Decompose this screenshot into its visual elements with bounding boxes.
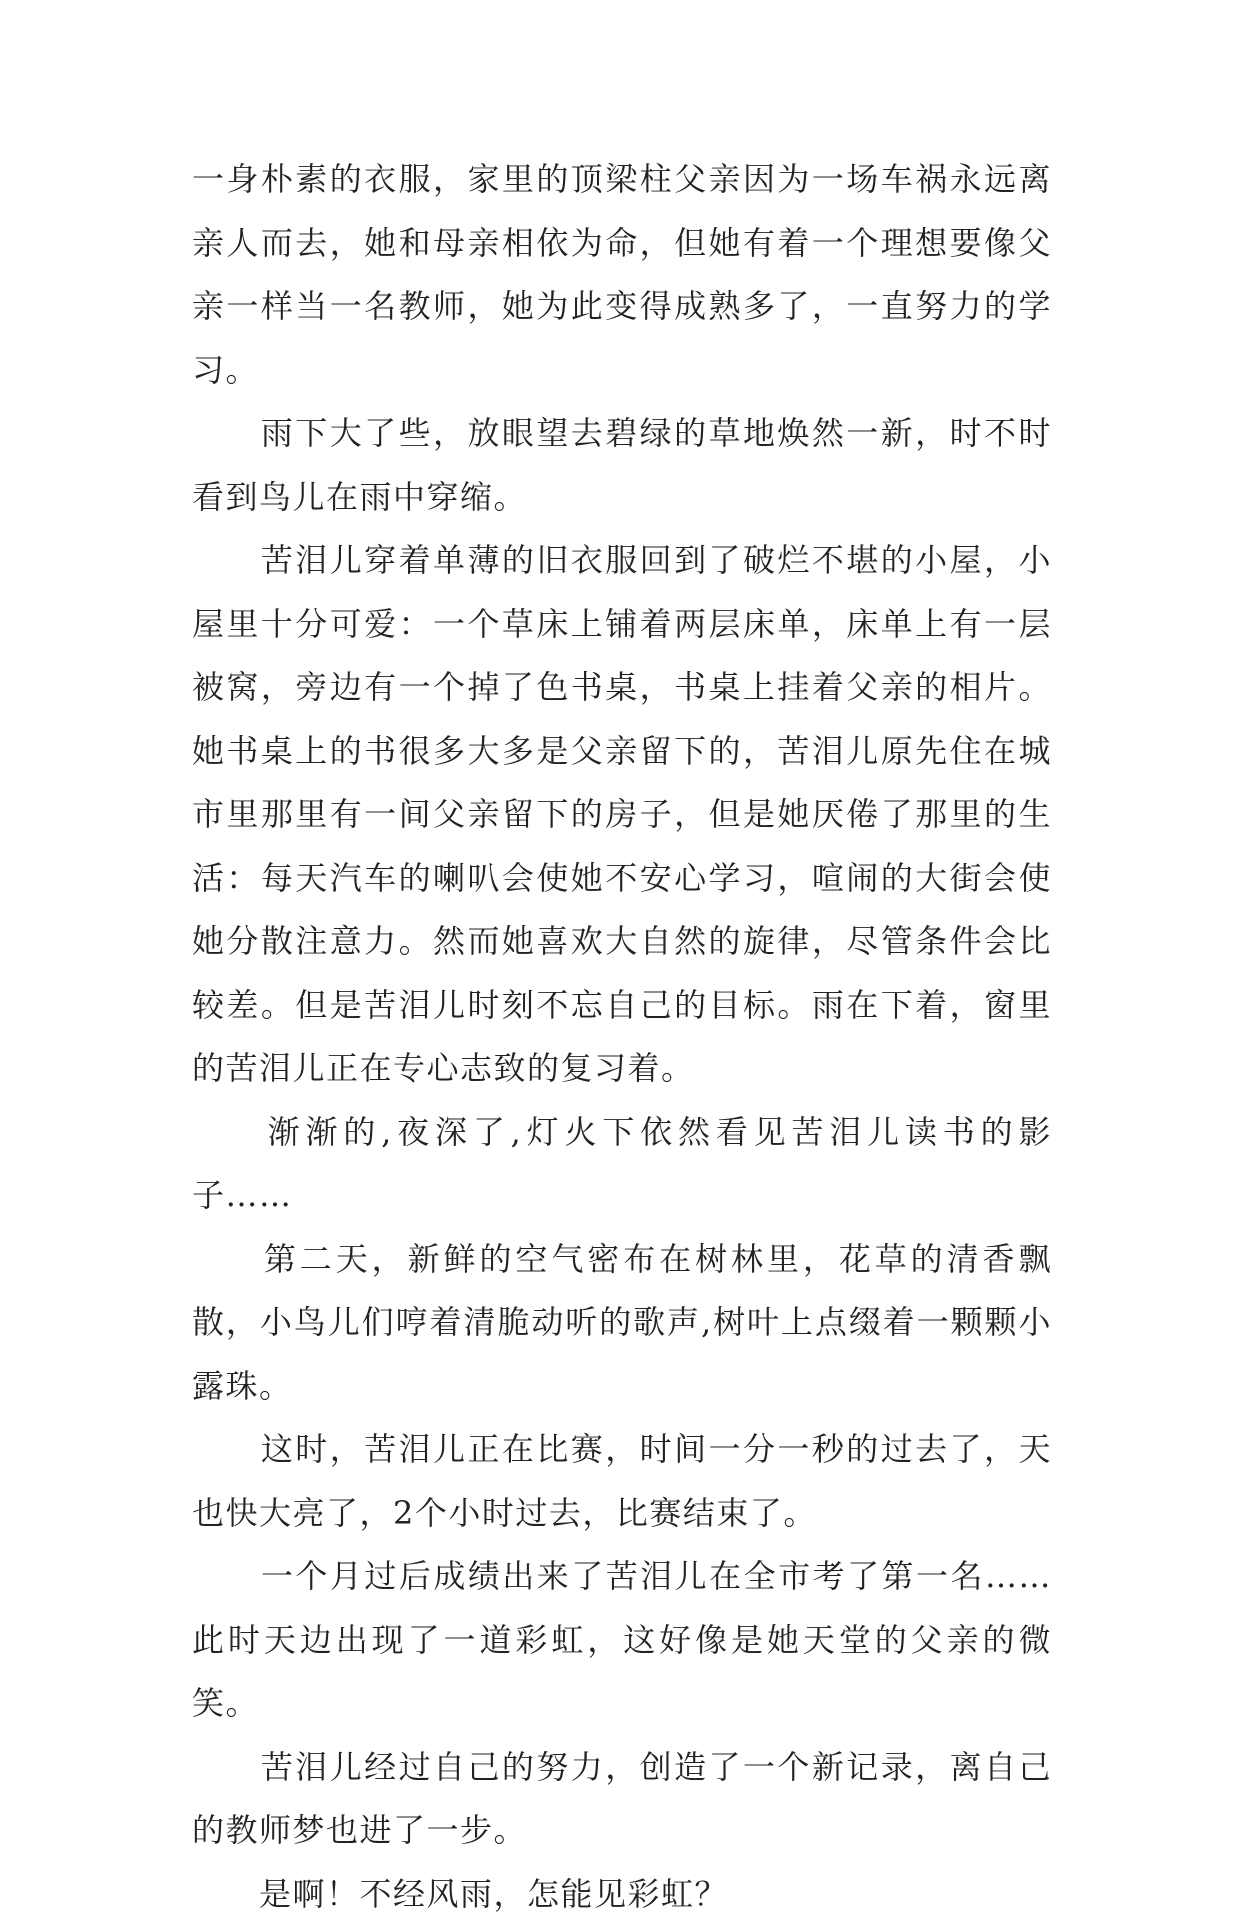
- paragraph-5: 第二天，新鲜的空气密布在树林里，花草的清香飘散，小鸟儿们哼着清脆动听的歌声,树叶上点缀着一颗颗小露珠。: [192, 1228, 1052, 1419]
- document-body: [192, 148, 1052, 1926]
- paragraph-1: 一身朴素的衣服，家里的顶梁柱父亲因为一场车祸永远离亲人而去，她和母亲相依为命，但她有着一个理想要像父亲一样当一名教师，她为此变得成熟多了，一直努力的学习。: [192, 148, 1052, 402]
- paragraph-4: 渐渐的,夜深了,灯火下依然看见苦泪儿读书的影子……: [192, 1101, 1052, 1228]
- paragraph-2: 雨下大了些，放眼望去碧绿的草地焕然一新，时不时看到鸟儿在雨中穿缩。: [192, 402, 1052, 529]
- paragraph-3: 苦泪儿穿着单薄的旧衣服回到了破烂不堪的小屋，小屋里十分可爱：一个草床上铺着两层床单，床单上有一层被窝，旁边有一个掉了色书桌，书桌上挂着父亲的相片。她书桌上的书很多大多是父亲留下的，苦泪儿原先住在城市里那里有一间父亲留下的房子，但是她厌倦了那里的生活：每天汽车的喇叭会使她不安心学习，喧闹的大街会使她分散注意力。然而她喜欢大自然的旋律，尽管条件会比较差。但是苦泪儿时刻不忘自己的目标。雨在下着，窗里的苦泪儿正在专心志致的复习着。: [192, 529, 1052, 1101]
- paragraph-8: 苦泪儿经过自己的努力，创造了一个新记录，离自己的教师梦也进了一步。: [192, 1736, 1052, 1863]
- paragraph-6: 这时，苦泪儿正在比赛，时间一分一秒的过去了，天也快大亮了，2个小时过去，比赛结束了。: [192, 1418, 1052, 1545]
- paragraph-9: 是啊！不经风雨，怎能见彩虹？: [192, 1863, 1052, 1926]
- paragraph-7: 一个月过后成绩出来了苦泪儿在全市考了第一名……此时天边出现了一道彩虹，这好像是她天堂的父亲的微笑。: [192, 1545, 1052, 1736]
